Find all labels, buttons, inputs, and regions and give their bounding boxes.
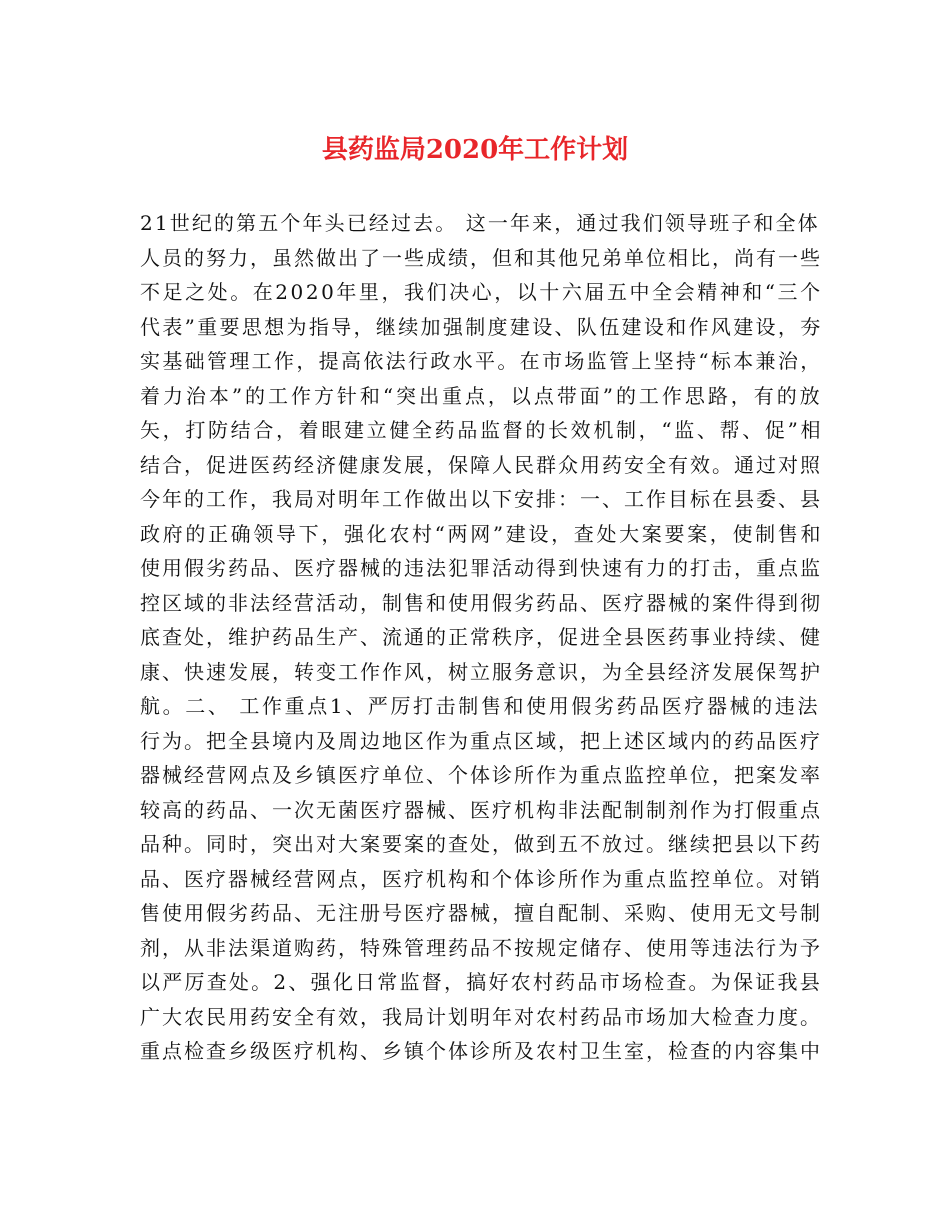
body-line: 器械经营网点及乡镇医疗单位、个体诊所作为重点监控单位，把案发率 (140, 763, 822, 787)
body-line: 康、快速发展，转变工作作风，树立服务意识，为全县经济发展保驾护 (140, 659, 822, 684)
body-line: 行为。把全县境内及周边地区作为重点区域，把上述区域内的药品医疗 (140, 728, 822, 753)
body-line: 以严厉查处。2、强化日常监督，搞好农村药品市场检查。为保证我县 (140, 970, 822, 994)
body-line: 结合，促进医药经济健康发展，保障人民群众用药安全有效。通过对照 (140, 452, 822, 477)
body-line: 实基础管理工作，提高依法行政水平。在市场监管上坚持“标本兼治， (140, 349, 823, 373)
body-line: 代表”重要思想为指导，继续加强制度建设、队伍建设和作风建设，夯 (140, 314, 823, 339)
body-line: 重点检查乡级医疗机构、乡镇个体诊所及农村卫生室，检查的内容集中 (140, 1039, 822, 1063)
body-line: 使用假劣药品、医疗器械的违法犯罪活动得到快速有力的打击，重点监 (140, 556, 822, 580)
body-line: 品种。同时，突出对大案要案的查处，做到五不放过。继续把县以下药 (140, 832, 822, 856)
body-line: 剂，从非法渠道购药，特殊管理药品不按规定储存、使用等违法行为予 (140, 935, 822, 960)
body-line: 航。二、 工作重点1、严厉打击制售和使用假劣药品医疗器械的违法 (140, 694, 821, 718)
body-line: 政府的正确领导下，强化农村“两网”建设，查处大案要案，使制售和 (140, 521, 824, 546)
body-line: 底查处，维护药品生产、流通的正常秩序，促进全县医药事业持续、健 (140, 625, 822, 649)
body-line: 控区域的非法经营活动，制售和使用假劣药品、医疗器械的案件得到彻 (140, 590, 822, 615)
body-line: 不足之处。在2020年里，我们决心，以十六届五中全会精神和“三个 (140, 280, 823, 304)
body-line: 广大农民用药安全有效，我局计划明年对农村药品市场加大检查力度。 (140, 1004, 822, 1029)
document-title: 县药监局2020年工作计划 (321, 135, 629, 165)
body-line: 人员的努力，虽然做出了一些成绩，但和其他兄弟单位相比，尚有一些 (140, 245, 822, 270)
document-body (140, 206, 824, 1069)
body-line: 矢，打防结合，着眼建立健全药品监督的长效机制，“监、帮、促”相 (140, 418, 824, 442)
body-line: 今年的工作，我局对明年工作做出以下安排：一、工作目标在县委、县 (140, 487, 822, 511)
body-line: 品、医疗器械经营网点，医疗机构和个体诊所作为重点监控单位。对销 (140, 866, 822, 891)
body-line: 售使用假劣药品、无注册号医疗器械，擅自配制、采购、使用无文号制 (140, 901, 822, 925)
body-line: 较高的药品、一次无菌医疗器械、医疗机构非法配制制剂作为打假重点 (140, 797, 822, 822)
body-line: 着力治本”的工作方针和“突出重点，以点带面”的工作思路，有的放 (140, 383, 823, 408)
body-line: 21世纪的第五个年头已经过去。 这一年来，通过我们领导班子和全体 (140, 211, 820, 235)
